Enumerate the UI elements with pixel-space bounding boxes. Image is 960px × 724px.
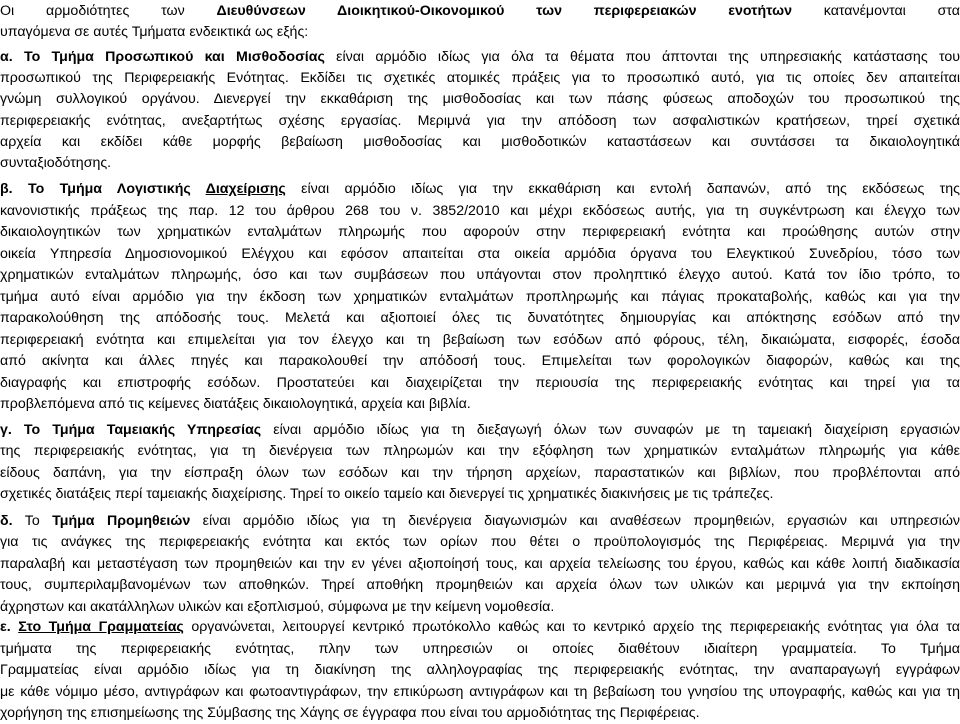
section-beta-heading: Το Τμήμα Λογιστικής bbox=[27, 181, 206, 197]
text-line: υπαγόμενα σε αυτές Τμήματα ενδεικτικά ως εξής: bbox=[0, 24, 309, 40]
directorates-heading: Διευθύνσεων Διοικητικού-Οικονομικού των περιφερειακών ενοτήτων bbox=[216, 3, 792, 19]
text-line: προσωπικού της Περιφερειακής Ενότητας. Εκδίδει τις σχετικές ατομικές πράξεις για το προσωπικό αυτό, για τις οποίες δεν απαιτείται bbox=[0, 70, 960, 86]
text-line: χορήγηση της επισημείωσης της Σύμβασης της Χάγης σε έγγραφα που είναι του αρμοδιότητας της Περιφέρειας. bbox=[0, 705, 700, 721]
text-line: σχετικές διατάξεις περί ταμειακής διαχείρισης. Τηρεί το οικείο ταμείο και διενεργεί τις χρηματικές διακινήσεις με τις τράπεζες. bbox=[0, 486, 774, 502]
text-line: οικεία Υπηρεσία Δημοσιονομικού Ελέγχου και εφόσον απαιτείται στα οικεία αρμόδια όργανα του Ελεγκτικού Συνεδρίου, τόσο των bbox=[0, 246, 960, 262]
text-line bbox=[0, 510, 960, 532]
text-line: από ακίνητα και άλλες πηγές και παρακολουθεί την απόδοσή τους. Επιμελείται των φορολογικών διαφορών, καθώς και της bbox=[0, 353, 960, 369]
text-line: συνταξιοδότησης. bbox=[0, 155, 112, 171]
text-line bbox=[0, 0, 960, 22]
text-line bbox=[0, 46, 960, 68]
text-line: γνώμη συλλογικού οργάνου. Διενεργεί την εκκαθάριση της μισθοδοσίας και των πάσης φύσεως αποδοχών του προσωπικού της bbox=[0, 91, 960, 107]
section-alpha-heading: α. Το Τμήμα Προσωπικού και Μισθοδοσίας bbox=[0, 49, 325, 65]
text-line: προβλεπόμενα από τις κείμενες διατάξεις δικαιολογητικά, αρχεία και βιβλία. bbox=[0, 396, 471, 412]
section-beta-heading: Διαχείρισης bbox=[205, 181, 286, 197]
text-line: παραλαβή και μεταστέγαση των προμηθειών και την εν γένει αξιοποίησή τους, και αρχεία τελείωσης του έργου, καθώς και κάθε λοιπή διαδικασία bbox=[0, 556, 960, 572]
text-run: Οι αρμοδιότητες των bbox=[0, 3, 217, 19]
text-line: περιφερειακής ενότητας, ανεξαρτήτως σχέσης εργασίας. Μεριμνά για την απόδοση των ασφαλιστικών κρατήσεων, τηρεί σχετικά bbox=[0, 113, 960, 129]
section-epsilon-label: ε. bbox=[0, 619, 19, 635]
text-line: δικαιολογητικών των χρηματικών ενταλμάτων πληρωμής που αφορούν στην περιφερειακή ενότητα και προώθησης αυτών στην bbox=[0, 224, 960, 240]
text-line: Γραμματείας είναι αρμόδιο ιδίως για τη διακίνηση της αλληλογραφίας της περιφερειακής ενότητας, την αναπαραγωγή εγγράφων bbox=[0, 662, 960, 678]
text-line: διαγραφής και επιστροφής εσόδων. Προστατεύει και διαχειρίζεται την περιουσία της περιφερειακής ενότητας και τηρεί για τα bbox=[0, 375, 960, 391]
text-line bbox=[0, 419, 960, 441]
section-epsilon-heading: Στο Τμήμα Γραμματείας bbox=[18, 619, 184, 635]
text-line: κανονιστικής πράξεως της παρ. 12 του άρθρου 268 του ν. 3852/2010 και μέχρι εκδόσεως αυτής, για τη συγκέντρωση και έλεγχο των bbox=[0, 203, 960, 219]
text-line: χρηματικών ενταλμάτων πληρωμής, όσο και των συμβάσεων που υπάγονται στον προληπτικό έλεγχο αυτού. Κατά τον ίδιο τρόπο, το bbox=[0, 267, 960, 283]
text-run: κατανέμονται στα bbox=[791, 3, 960, 19]
text-line: άχρηστων και ακατάλληλων υλικών και εξοπλισμού, σύμφωνα με την κείμενη νομοθεσία. bbox=[0, 599, 555, 615]
text-run: είναι αρμόδιο ιδίως για τη διενέργεια διαγωνισμών και αναθέσεων προμηθειών, εργασιών και υπηρεσιών bbox=[190, 513, 960, 529]
section-gamma-heading: γ. Το Τμήμα Ταμειακής Υπηρεσίας bbox=[0, 422, 262, 438]
text-line: για τις ανάγκες της περιφερειακής ενότητα και εκτός των ορίων που θέτει ο προϋπολογισμός της Περιφέρειας. Μεριμνά για την bbox=[0, 534, 960, 550]
text-run: είναι αρμόδιο ιδίως για την εκκαθάριση και εντολή δαπανών, από της εκδόσεως της bbox=[285, 181, 960, 197]
text-line: περιφερειακή ενότητα και επιμελείται για τον έλεγχο και τη βεβαίωση των εσόδων από φόρους, τέλη, δικαιώματα, εισφορές, έσοδα bbox=[0, 332, 960, 348]
text-line: αρχεία και εκδίδει κάθε μορφής βεβαίωση μισθοδοσίας και μισθοδοτικών καταστάσεων και συντάσσει τα δικαιολογητικά bbox=[0, 134, 960, 150]
section-delta-heading: Τμήμα Προμηθειών bbox=[52, 513, 191, 529]
section-delta-label: δ. bbox=[0, 513, 13, 529]
text-line bbox=[0, 616, 960, 638]
text-run: είναι αρμόδιο ιδίως για τη διεξαγωγή όλων των συναφών με τη ταμειακή διαχείριση εργασιών bbox=[261, 422, 960, 438]
text-line: είδους δαπάνη, για την είσπραξη όλων των εσόδων και την τήρηση αρχείων, παραστατικών και βιβλίων, που προβλέπονται από bbox=[0, 465, 960, 481]
text-line: της περιφερειακής ενότητας, για τη διενέργεια των πληρωμών και την εξόφληση των χρηματικών ενταλμάτων πληρωμής για κάθε bbox=[0, 443, 960, 459]
text-run: Το bbox=[12, 513, 53, 529]
text-line: παρακολούθηση της απόδοσής τους. Μελετά και αξιοποιεί όλες τις δυνατότητες δημιουργίας και απόκτησης εσόδων από την bbox=[0, 310, 960, 326]
section-beta-label: β. bbox=[0, 181, 28, 197]
text-line: τμήμα αυτό είναι αρμόδιο για την έκδοση των χρηματικών ενταλμάτων προπληρωμής και πάγιας προκαταβολής, καθώς και για την bbox=[0, 289, 960, 305]
text-line: τους, συμπεριλαμβανομένων των αποθηκών. Τηρεί αποθήκη προμηθειών και αρχεία όλων των υλικών και μεριμνά για την εκποίηση bbox=[0, 577, 960, 593]
text-line: με κάθε νόμιμο μέσο, αντιγράφων και φωτοαντιγράφων, την επικύρωση αντιγράφων και τη βεβαίωση του γνησίου της υπογραφής, καθώς και για τη bbox=[0, 684, 960, 700]
text-run: οργανώνεται, λειτουργεί κεντρικό πρωτόκολλο καθώς και το κεντρικό αρχείο της περιφερειακής ενότητας για όλα τα bbox=[183, 619, 960, 635]
text-line: τμήματα της περιφερειακής ενότητας, πλην των υπηρεσιών οι οποίες διαθέτουν ιδιαίτερη γραμματεία. Το Τμήμα bbox=[0, 641, 960, 657]
text-line bbox=[0, 178, 960, 200]
text-run: είναι αρμόδιο ιδίως για όλα τα θέματα που άπτονται της υπηρεσιακής κατάστασης του bbox=[324, 49, 960, 65]
